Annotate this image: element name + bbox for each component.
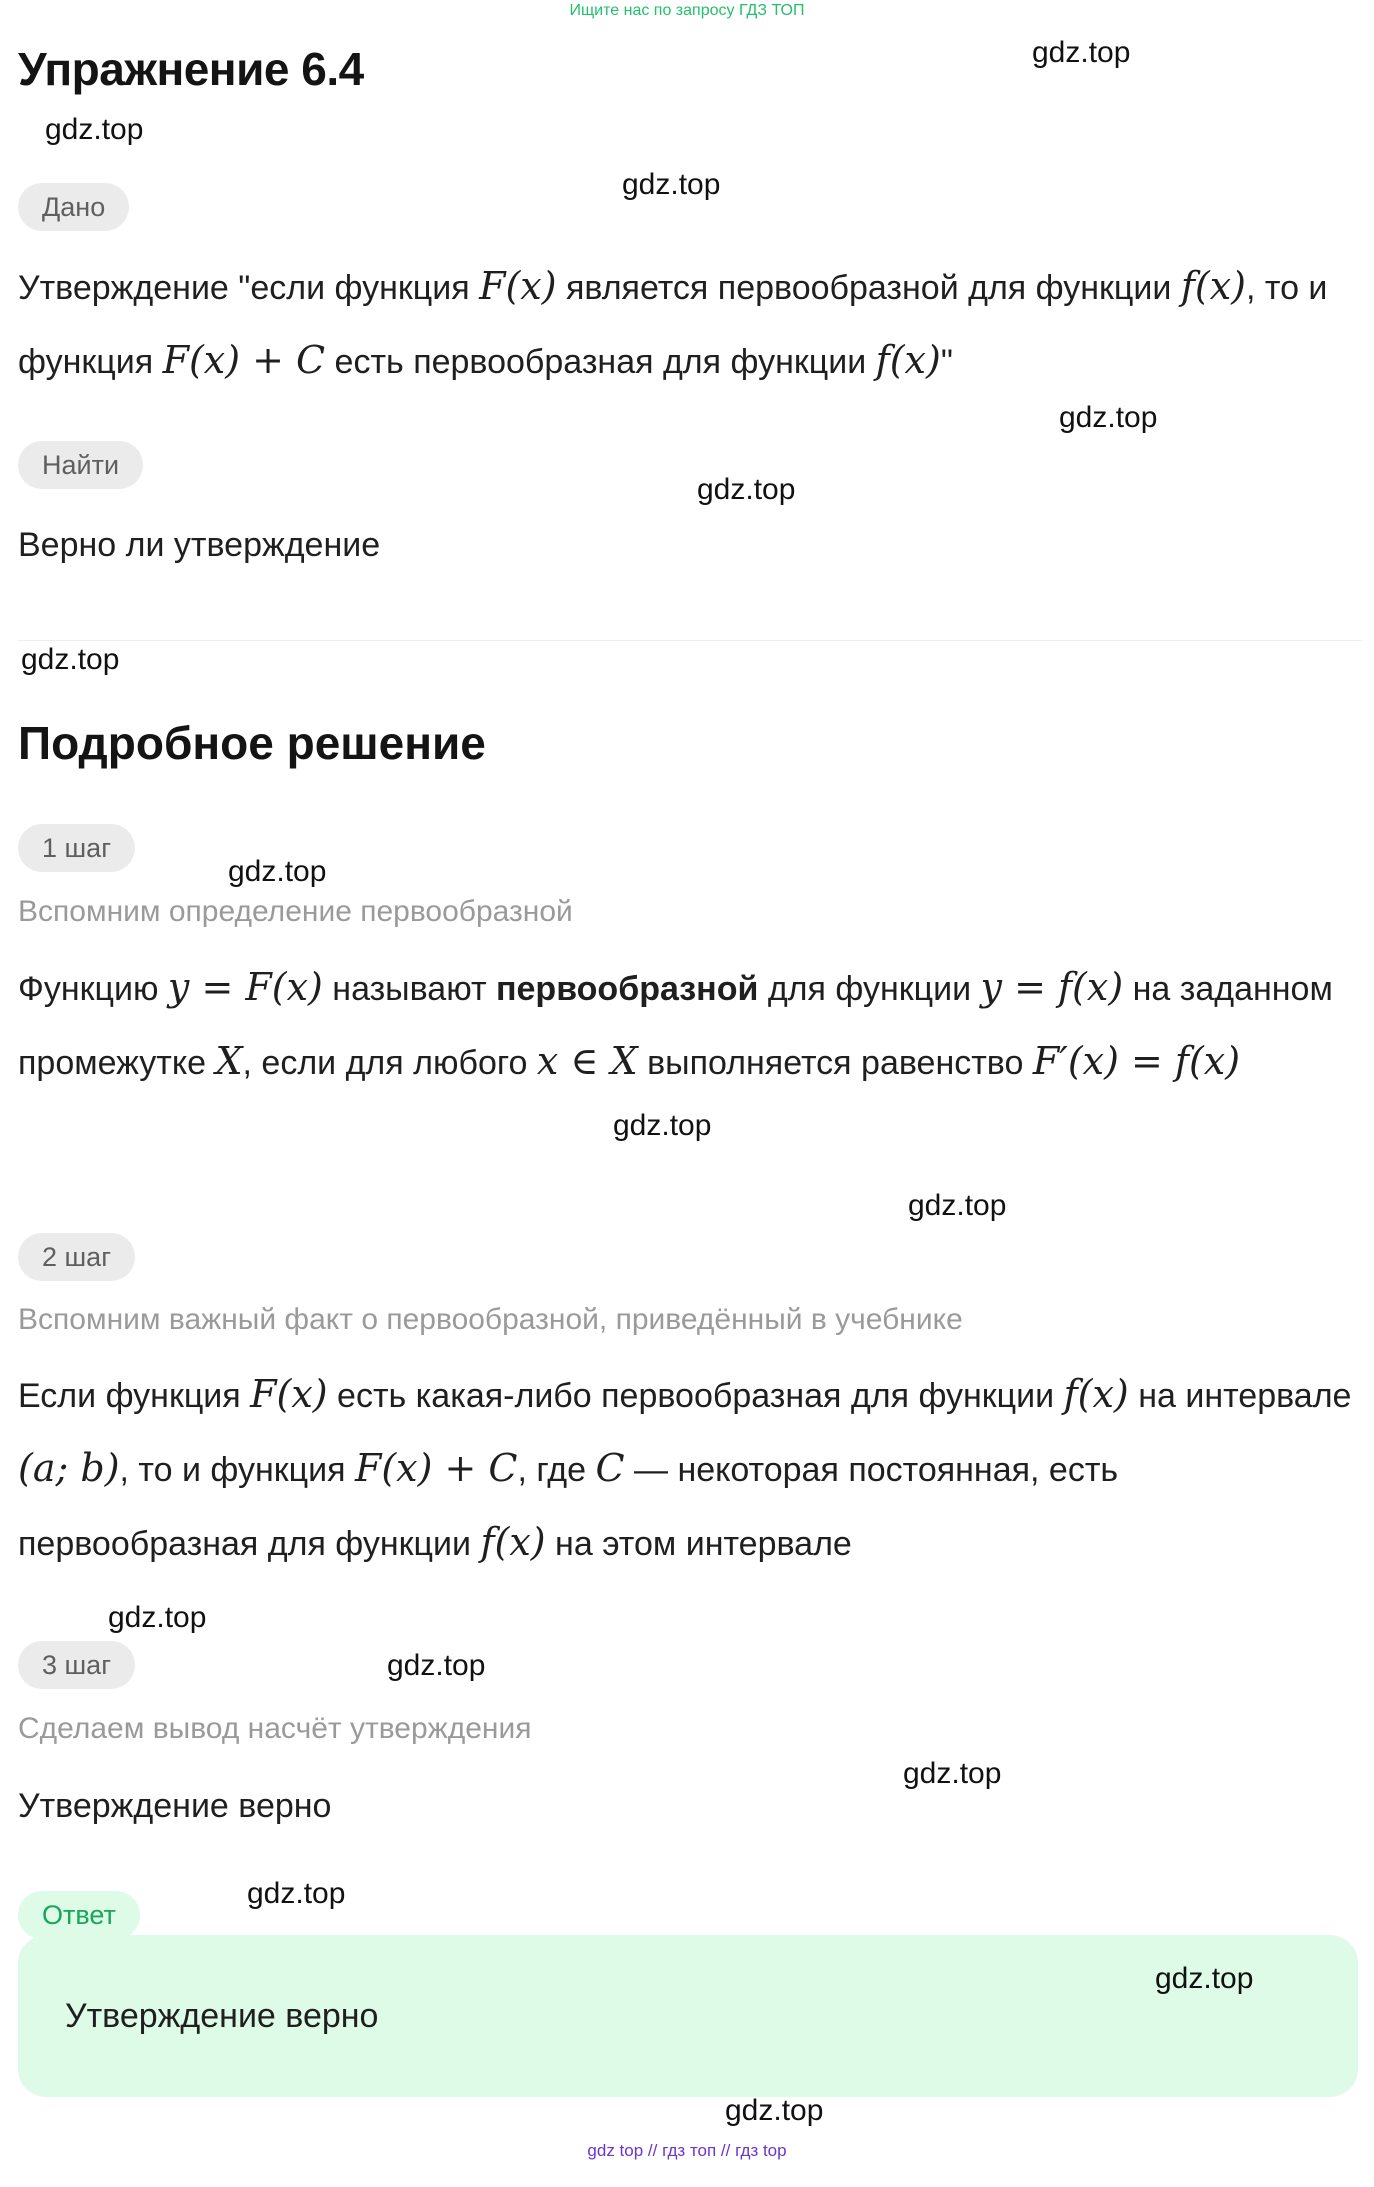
watermark: gdz.top xyxy=(247,1877,346,1910)
step1-text-3: для функции xyxy=(758,970,981,1008)
watermark: gdz.top xyxy=(387,1649,486,1682)
answer-text: Утверждение верно xyxy=(65,1997,379,2035)
watermark: gdz.top xyxy=(725,2094,824,2127)
watermark: gdz.top xyxy=(697,473,796,506)
step2-text xyxy=(18,1358,1363,1580)
watermark: gdz.top xyxy=(613,1109,712,1142)
page-title: Упражнение 6.4 xyxy=(18,43,364,95)
step1-text-1: Функцию xyxy=(18,970,168,1008)
watermark: gdz.top xyxy=(228,855,327,888)
given-text-4: есть первообразная для функции xyxy=(325,343,876,381)
find-text: Верно ли утверждение xyxy=(18,526,381,564)
step2-badge: 2 шаг xyxy=(18,1233,135,1281)
watermark: gdz.top xyxy=(908,1189,1007,1222)
footer-links[interactable]: gdz top // гдз топ // гдз top xyxy=(587,2141,787,2160)
step1-math-3: X xyxy=(215,1039,243,1083)
step1-hint: Вспомним определение первообразной xyxy=(18,895,573,928)
step2-text-5: , где xyxy=(517,1451,596,1489)
step1-term: первообразной xyxy=(495,970,759,1008)
step2-hint: Вспомним важный факт о первообразной, приведённый в учебнике xyxy=(18,1303,963,1336)
given-math-1: F(x) xyxy=(479,264,557,308)
step1-math-2: y = f(x) xyxy=(980,965,1124,1009)
step2-text-3: на интервале xyxy=(1128,1377,1352,1415)
step2-math-2: f(x) xyxy=(1063,1372,1129,1416)
solution-heading: Подробное решение xyxy=(18,717,486,769)
watermark: gdz.top xyxy=(1032,36,1131,69)
find-badge: Найти xyxy=(18,441,143,489)
step1-text-4: на заданном промежутке xyxy=(18,970,1333,1082)
watermark: gdz.top xyxy=(108,1601,207,1634)
given-text-2: является первообразной для функции xyxy=(556,269,1181,307)
step3-text: Утверждение верно xyxy=(18,1787,332,1825)
given-math-2: f(x) xyxy=(1180,264,1246,308)
watermark: gdz.top xyxy=(1155,1962,1254,1995)
given-text-3: , то и функция xyxy=(18,269,1328,381)
given-text-1: Утверждение "если функция xyxy=(18,269,480,307)
section-divider xyxy=(18,640,1363,641)
step2-math-1: F(x) xyxy=(250,1372,328,1416)
step3-badge: 3 шаг xyxy=(18,1641,135,1689)
watermark: gdz.top xyxy=(903,1757,1002,1790)
step1-badge: 1 шаг xyxy=(18,824,135,872)
step2-text-2: есть какая-либо первообразная для функции xyxy=(327,1377,1064,1415)
given-text-5: " xyxy=(940,343,953,381)
step2-text-1: Если функция xyxy=(18,1377,251,1415)
watermark: gdz.top xyxy=(45,113,144,146)
step1-text-5: , если для любого xyxy=(242,1044,537,1082)
given-text xyxy=(18,250,1363,398)
watermark: gdz.top xyxy=(1059,401,1158,434)
watermark: gdz.top xyxy=(622,168,721,201)
watermark: gdz.top xyxy=(21,643,120,676)
given-math-3: F(x) + C xyxy=(162,338,326,382)
step2-text-7: на этом интервале xyxy=(545,1525,852,1563)
step1-text-6: выполняется равенство xyxy=(637,1044,1033,1082)
step3-hint: Сделаем вывод насчёт утверждения xyxy=(18,1712,532,1745)
step2-text-6: — некоторая постоянная, есть первообразная для функции xyxy=(18,1451,1119,1563)
top-banner[interactable]: Ищите нас по запросу ГДЗ ТОП xyxy=(569,2,805,19)
given-math-4: f(x) xyxy=(875,338,941,382)
step2-math-3: (a; b) xyxy=(18,1446,120,1490)
step2-text-4: , то и функция xyxy=(119,1451,355,1489)
step2-math-5: C xyxy=(595,1446,625,1490)
step1-math-4: x ∈ X xyxy=(536,1039,638,1083)
step1-math-1: y = F(x) xyxy=(167,965,323,1009)
step1-text xyxy=(18,951,1363,1099)
given-badge: Дано xyxy=(18,183,129,231)
step1-math-5: F′(x) = f(x) xyxy=(1032,1039,1241,1083)
step2-math-6: f(x) xyxy=(480,1520,546,1564)
step1-text-2: называют xyxy=(322,970,496,1008)
answer-badge: Ответ xyxy=(18,1891,140,1939)
step2-math-4: F(x) + C xyxy=(354,1446,518,1490)
